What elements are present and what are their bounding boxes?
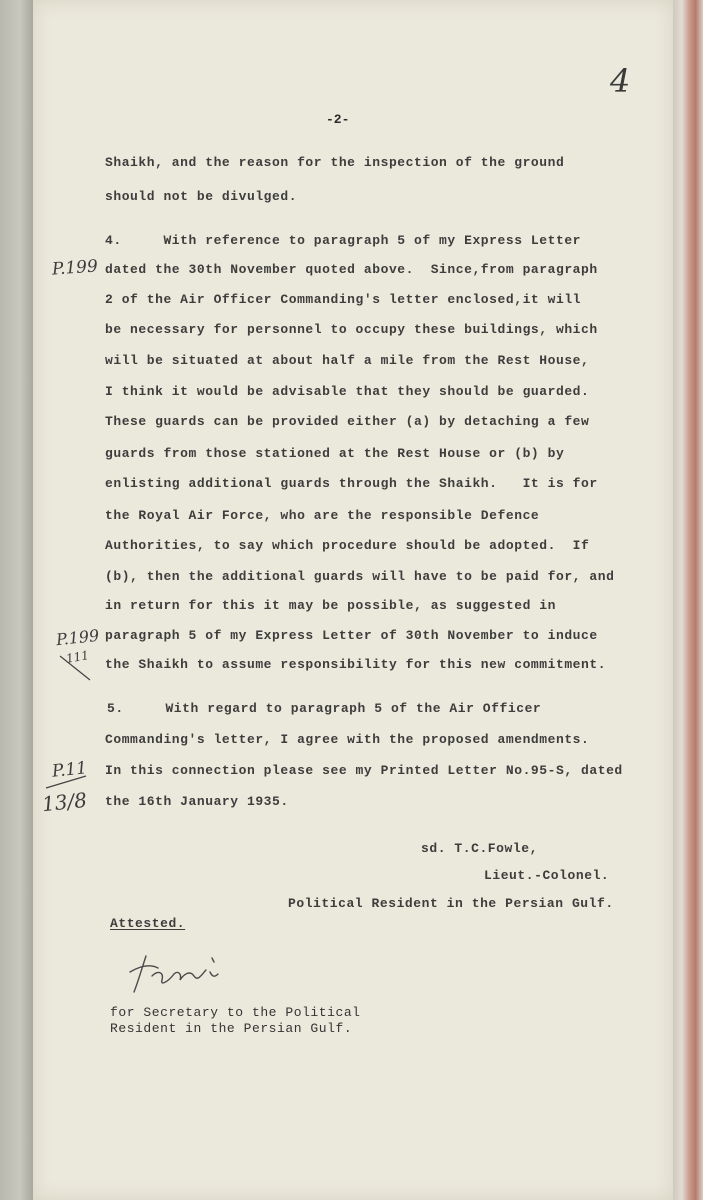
body-line: I think it would be advisable that they should be guarded.: [105, 384, 590, 399]
body-line: 5. With regard to paragraph 5 of the Air Officer: [107, 701, 542, 716]
signatory-title: Political Resident in the Persian Gulf.: [288, 896, 614, 911]
body-line: in return for this it may be possible, as suggested in: [105, 598, 556, 613]
secretary-line-2: Resident in the Persian Gulf.: [110, 1021, 353, 1036]
body-line: paragraph 5 of my Express Letter of 30th November to induce: [105, 628, 598, 643]
margin-note-2-top: P.199: [55, 625, 101, 650]
page-edge: [673, 0, 703, 1200]
body-line: will be situated at about half a mile from the Rest House,: [105, 353, 590, 368]
body-line: enlisting additional guards through the Shaikh. It is for: [105, 476, 598, 491]
signatory-rank: Lieut.-Colonel.: [484, 868, 610, 883]
body-line: be necessary for personnel to occupy these buildings, which: [105, 322, 598, 337]
folio-number: 4: [610, 62, 631, 100]
body-line: the Royal Air Force, who are the responsible Defence: [105, 508, 540, 523]
margin-note-3-bottom: 13/8: [40, 787, 89, 817]
body-line: Shaikh, and the reason for the inspection of the ground: [105, 155, 565, 170]
body-line: In this connection please see my Printed Letter No.95-S, dated: [105, 763, 623, 778]
body-line: the Shaikh to assume responsibility for this new commitment.: [105, 657, 607, 672]
margin-note-2-bottom: 111: [64, 648, 90, 666]
margin-note-3-top: P.11: [51, 758, 88, 782]
binding-board: [0, 0, 33, 1200]
body-line: 4. With reference to paragraph 5 of my Express Letter: [105, 233, 582, 248]
body-line: the 16th January 1935.: [105, 794, 289, 809]
attested-label: Attested.: [110, 916, 186, 931]
body-line: These guards can be provided either (a) by detaching a few: [105, 414, 590, 429]
body-line: guards from those stationed at the Rest House or (b) by: [105, 446, 565, 461]
body-line: 2 of the Air Officer Commanding's letter enclosed,it will: [105, 292, 582, 307]
signatory-name: sd. T.C.Fowle,: [421, 841, 538, 856]
secretary-line-1: for Secretary to the Political: [110, 1005, 361, 1020]
handwritten-signature: [128, 948, 238, 1008]
body-line: dated the 30th November quoted above. Since,from paragraph: [105, 262, 598, 277]
body-line: should not be divulged.: [105, 189, 298, 204]
body-line: Commanding's letter, I agree with the proposed amendments.: [105, 732, 590, 747]
body-line: (b), then the additional guards will have to be paid for, and: [105, 569, 615, 584]
margin-note-1: P.199: [51, 256, 99, 280]
page-number: -2-: [326, 112, 350, 127]
body-line: Authorities, to say which procedure should be adopted. If: [105, 538, 590, 553]
